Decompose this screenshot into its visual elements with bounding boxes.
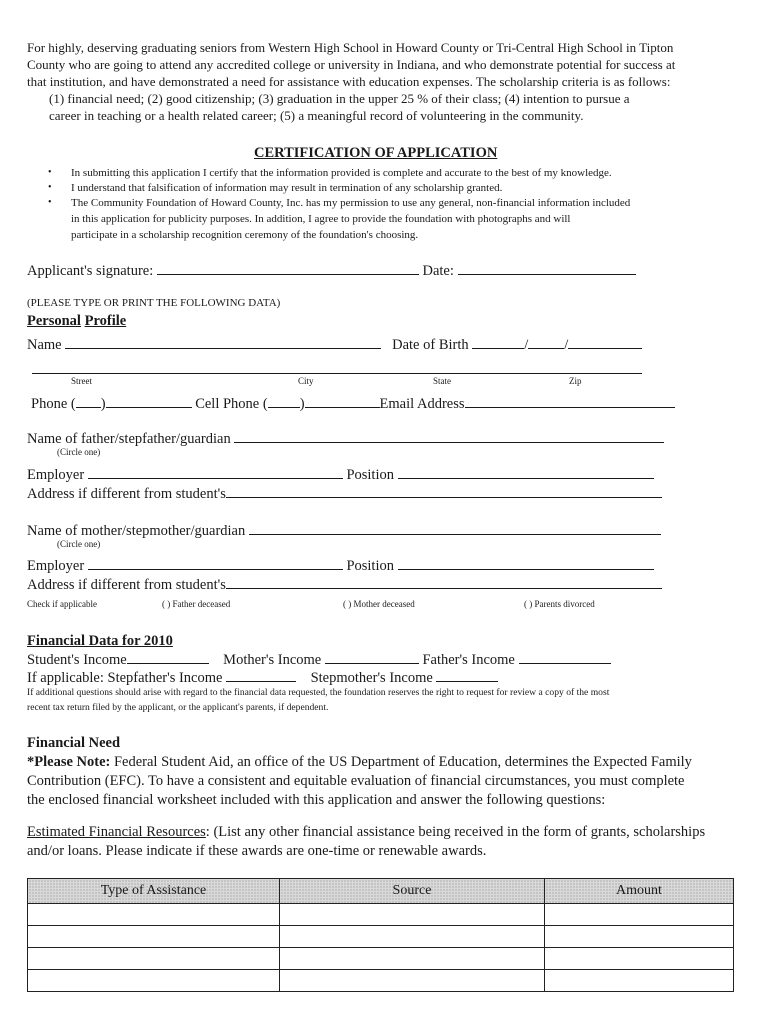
students-income-label: Student's Income xyxy=(27,652,127,668)
bullet-icon: • xyxy=(48,167,52,178)
mother-deceased-checkbox[interactable]: ( ) Mother deceased xyxy=(343,599,415,609)
dob-slash: / xyxy=(524,337,529,353)
financial-need-line-2: Contribution (EFC). To have a consistent and equitable evaluation of financial circumstances, you must complete xyxy=(27,773,685,789)
fathers-income-field[interactable] xyxy=(519,651,611,664)
father-address-field[interactable] xyxy=(226,485,662,498)
check-label: Check if applicable xyxy=(27,599,97,609)
table-cell[interactable] xyxy=(280,970,545,992)
table-cell[interactable] xyxy=(545,970,734,992)
financial-need-line-3: the enclosed financial worksheet included with this application and answer the following questions: xyxy=(27,792,606,808)
father-address-label: Address if different from student's xyxy=(27,486,226,502)
table-row xyxy=(28,948,734,970)
mothers-income-label: Mother's Income xyxy=(223,652,322,668)
phone-area-field[interactable] xyxy=(76,395,101,408)
father-circle-one: (Circle one) xyxy=(57,447,101,457)
phone-field[interactable] xyxy=(106,395,192,408)
phone-row xyxy=(31,395,675,413)
table-cell[interactable] xyxy=(280,926,545,948)
table-cell[interactable] xyxy=(280,948,545,970)
father-employer-label: Employer xyxy=(27,467,85,483)
mother-position-field[interactable] xyxy=(398,557,654,570)
table-header-amount: Amount xyxy=(545,879,734,904)
fathers-income-label: Father's Income xyxy=(422,652,515,668)
table-cell[interactable] xyxy=(28,926,280,948)
state-label: State xyxy=(433,376,451,386)
students-income-field[interactable] xyxy=(127,651,209,664)
dob-slash: / xyxy=(564,337,569,353)
bullet-icon: • xyxy=(48,197,52,208)
certification-heading: CERTIFICATION OF APPLICATION xyxy=(254,145,498,161)
mother-position-label: Position xyxy=(346,558,394,574)
cell-area-field[interactable] xyxy=(268,395,300,408)
mother-name-label: Name of mother/stepmother/guardian xyxy=(27,523,246,539)
certification-bullet-2: I understand that falsification of information may result in termination of any scholarship granted. xyxy=(71,182,503,194)
mother-address-field[interactable] xyxy=(226,576,662,589)
certification-bullet-3c: participate in a scholarship recognition ceremony of the foundation's choosing. xyxy=(71,229,419,241)
signature-date-label: Date: xyxy=(422,263,454,279)
resources-line-2: and/or loans. Please indicate if these awards are one-time or renewable awards. xyxy=(27,843,487,859)
father-address-row xyxy=(27,485,662,503)
table-row xyxy=(28,970,734,992)
intro-line-2: County who are going to attend any accredited college or university in Indiana, and who demonstrate potential for success at xyxy=(27,57,676,72)
father-deceased-checkbox[interactable]: ( ) Father deceased xyxy=(162,599,231,609)
mother-name-row xyxy=(27,522,661,540)
personal-profile-heading xyxy=(27,312,126,330)
financial-data-heading: Financial Data for 2010 xyxy=(27,633,173,649)
dob-year-field[interactable] xyxy=(568,336,642,349)
income-row xyxy=(27,651,611,669)
email-field[interactable] xyxy=(465,395,675,408)
stepfathers-income-field[interactable] xyxy=(226,669,296,682)
stepmothers-income-label: Stepmother's Income xyxy=(310,670,433,686)
father-position-label: Position xyxy=(346,467,394,483)
certification-bullet-1: In submitting this application I certify that the information provided is complete and accurate to the best of my knowledge. xyxy=(71,167,612,179)
name-row xyxy=(27,336,642,354)
name-field[interactable] xyxy=(65,336,381,349)
mother-name-field[interactable] xyxy=(249,522,661,535)
father-name-field[interactable] xyxy=(234,430,664,443)
dob-label: Date of Birth xyxy=(392,337,469,353)
father-employer-row xyxy=(27,466,654,484)
intro-line-4: (1) financial need; (2) good citizenship; (3) graduation in the upper 25 % of their class; (4) intention to pursue a xyxy=(49,91,630,106)
street-label: Street xyxy=(71,376,92,386)
mother-address-row xyxy=(27,576,662,594)
financial-need-line-1 xyxy=(27,753,692,771)
print-instructions: (PLEASE TYPE OR PRINT THE FOLLOWING DATA) xyxy=(27,297,281,309)
cell-phone-label: Cell Phone ( xyxy=(195,396,268,412)
table-cell[interactable] xyxy=(28,970,280,992)
mother-employer-row xyxy=(27,557,654,575)
dob-day-field[interactable] xyxy=(528,336,564,349)
financial-need-heading: Financial Need xyxy=(27,735,121,751)
certification-bullet-3a: The Community Foundation of Howard County, Inc. has my permission to use any general, non-financial information included xyxy=(71,197,631,209)
city-label: City xyxy=(298,376,314,386)
table-cell[interactable] xyxy=(545,904,734,926)
mothers-income-field[interactable] xyxy=(325,651,419,664)
table-header-row xyxy=(28,879,734,904)
name-label: Name xyxy=(27,337,62,353)
table-header-source: Source xyxy=(280,879,545,904)
father-employer-field[interactable] xyxy=(88,466,343,479)
signature-date-field[interactable] xyxy=(458,262,636,275)
table-header-type: Type of Assistance xyxy=(28,879,280,904)
table-row xyxy=(28,904,734,926)
mother-address-label: Address if different from student's xyxy=(27,577,226,593)
financial-note-2: recent tax return filed by the applicant, or the applicant's parents, if dependent. xyxy=(27,702,329,713)
step-income-row xyxy=(27,669,498,687)
email-label: Email Address xyxy=(379,396,465,412)
father-name-row xyxy=(27,430,664,448)
certification-bullet-3b: in this application for publicity purposes. In addition, I agree to provide the foundation with photographs and will xyxy=(71,213,571,225)
intro-line-1: For highly, deserving graduating seniors from Western High School in Howard County or Tri-Central High School in Tipton xyxy=(27,40,674,55)
address-field[interactable] xyxy=(32,372,642,374)
financial-need-text-1: Federal Student Aid, an office of the US Department of Education, determines the Expected Family xyxy=(110,754,692,770)
table-cell[interactable] xyxy=(28,904,280,926)
personal-profile-heading-b: Profile xyxy=(84,313,127,329)
signature-field[interactable] xyxy=(157,262,419,275)
table-cell[interactable] xyxy=(28,948,280,970)
signature-label: Applicant's signature: xyxy=(27,263,154,279)
signature-row xyxy=(27,262,636,280)
intro-line-3: that institution, and have demonstrated a need for assistance with education expenses. The scholarship criteria is as follows: xyxy=(27,74,671,89)
cell-phone-field[interactable] xyxy=(305,395,380,408)
financial-note-1: If additional questions should arise with regard to the financial data requested, the foundation reserves the right to request for review a copy of the most xyxy=(27,687,610,698)
parents-divorced-checkbox[interactable]: ( ) Parents divorced xyxy=(524,599,595,609)
please-note-label: *Please Note: xyxy=(27,754,111,770)
zip-label: Zip xyxy=(569,376,582,386)
assistance-table xyxy=(27,878,734,992)
resources-label: Estimated Financial Resources xyxy=(27,824,206,840)
table-cell[interactable] xyxy=(545,926,734,948)
paren-close: ) xyxy=(299,396,305,412)
father-name-label: Name of father/stepfather/guardian xyxy=(27,431,231,447)
mother-circle-one: (Circle one) xyxy=(57,539,101,549)
personal-profile-heading-a: Personal xyxy=(27,313,81,329)
resources-line-1 xyxy=(27,823,705,841)
dob-month-field[interactable] xyxy=(472,336,524,349)
table-cell[interactable] xyxy=(545,948,734,970)
mother-employer-label: Employer xyxy=(27,558,85,574)
phone-label: Phone ( xyxy=(31,396,76,412)
resources-text-1: : (List any other financial assistance being received in the form of grants, scholarships xyxy=(205,824,706,840)
bullet-icon: • xyxy=(48,182,52,193)
table-cell[interactable] xyxy=(280,904,545,926)
father-position-field[interactable] xyxy=(398,466,654,479)
mother-employer-field[interactable] xyxy=(88,557,343,570)
table-row xyxy=(28,926,734,948)
paren-close: ) xyxy=(100,396,106,412)
intro-line-5: career in teaching or a health related career; (5) a meaningful record of volunteering in the community. xyxy=(49,108,584,123)
stepmothers-income-field[interactable] xyxy=(436,669,498,682)
stepfathers-income-label: If applicable: Stepfather's Income xyxy=(27,670,223,686)
